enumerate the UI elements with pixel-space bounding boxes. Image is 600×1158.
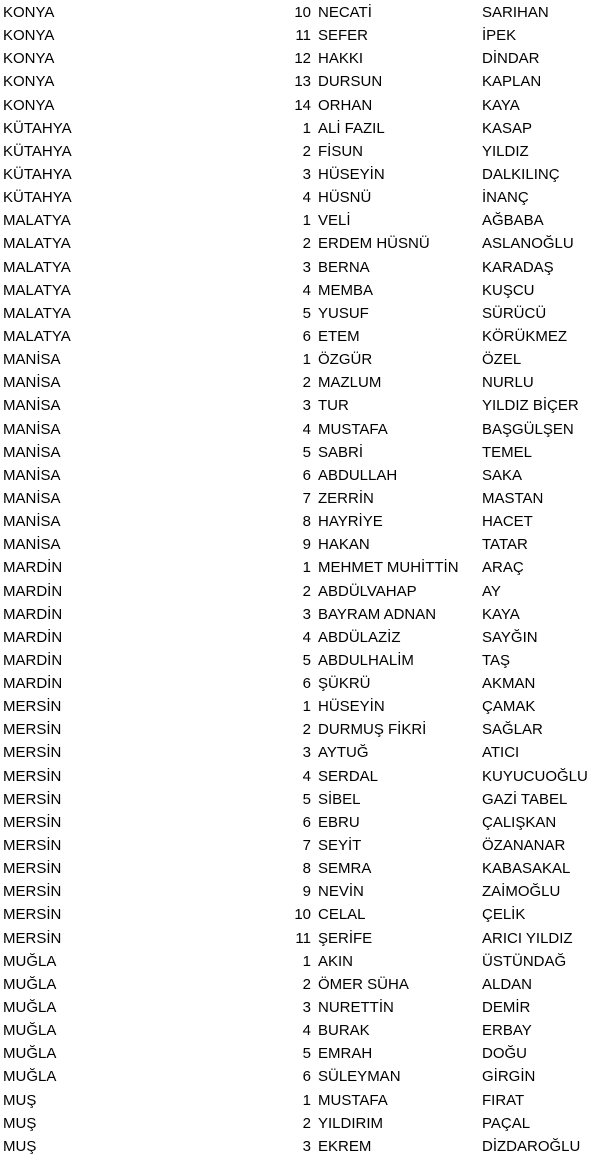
surname-cell: DEMİR	[482, 999, 531, 1017]
number-cell: 2	[302, 582, 311, 600]
number-cell: 1	[302, 952, 311, 970]
city-cell: KONYA	[3, 50, 55, 68]
table-row	[0, 927, 600, 950]
number-cell: 14	[294, 96, 311, 114]
number-cell: 1	[302, 698, 311, 716]
first-name-cell: FİSUN	[318, 142, 363, 160]
first-name-cell: ALİ FAZIL	[318, 119, 385, 137]
city-cell: MERSİN	[3, 767, 62, 785]
number-cell: 11	[295, 929, 311, 947]
table-row	[0, 441, 600, 464]
number-cell: 7	[302, 837, 311, 855]
surname-cell: YILDIZ	[482, 142, 529, 160]
city-cell: KÜTAHYA	[3, 189, 72, 207]
first-name-cell: SERDAL	[318, 767, 379, 785]
city-cell: MERSİN	[3, 837, 62, 855]
surname-cell: ÖZANANAR	[482, 837, 566, 855]
first-name-cell: ETEM	[318, 327, 360, 345]
table-row	[0, 70, 600, 93]
table-row	[0, 973, 600, 996]
city-cell: MERSİN	[3, 813, 62, 831]
city-cell: MERSİN	[3, 698, 62, 716]
first-name-cell: HÜSEYİN	[318, 698, 385, 716]
first-name-cell: NEVİN	[318, 883, 364, 901]
surname-cell: ÖZEL	[482, 351, 522, 369]
table-row	[0, 580, 600, 603]
surname-cell: ZAİMOĞLU	[482, 883, 561, 901]
first-name-cell: SEYİT	[318, 837, 362, 855]
surname-cell: GİRGİN	[482, 1068, 536, 1086]
surname-cell: KAPLAN	[482, 73, 542, 91]
first-name-cell: ORHAN	[318, 96, 373, 114]
table-row	[0, 348, 600, 371]
table-row	[0, 950, 600, 973]
table-row	[0, 24, 600, 47]
city-cell: MUŞ	[3, 1091, 37, 1109]
city-cell: MANİSA	[3, 513, 61, 531]
surname-cell: ÇELİK	[482, 906, 526, 924]
city-cell: MUĞLA	[3, 999, 57, 1017]
table-row	[0, 533, 600, 556]
city-cell: MANİSA	[3, 536, 61, 554]
number-cell: 3	[302, 258, 311, 276]
number-cell: 5	[302, 304, 311, 322]
table-row	[0, 47, 600, 70]
table-row	[0, 996, 600, 1019]
number-cell: 2	[302, 1114, 311, 1132]
surname-cell: KÖRÜKMEZ	[482, 327, 568, 345]
table-row	[0, 209, 600, 232]
city-cell: MARDİN	[3, 559, 63, 577]
city-cell: MALATYA	[3, 258, 71, 276]
city-cell: MARDİN	[3, 582, 63, 600]
first-name-cell: ERDEM HÜSNÜ	[318, 235, 430, 253]
table-row	[0, 626, 600, 649]
surname-cell: AKMAN	[482, 675, 536, 693]
number-cell: 5	[302, 1045, 311, 1063]
city-cell: MERSİN	[3, 790, 62, 808]
city-cell: MERSİN	[3, 744, 62, 762]
first-name-cell: HAKAN	[318, 536, 370, 554]
table-row	[0, 371, 600, 394]
first-name-cell: ÖMER SÜHA	[318, 975, 409, 993]
surname-cell: ÇALIŞKAN	[482, 813, 557, 831]
city-cell: MARDİN	[3, 651, 63, 669]
surname-cell: NURLU	[482, 374, 534, 392]
table-row	[0, 117, 600, 140]
first-name-cell: MEMBA	[318, 281, 374, 299]
surname-cell: AY	[482, 582, 501, 600]
table-row	[0, 903, 600, 926]
table-row	[0, 487, 600, 510]
surname-cell: KAYA	[482, 605, 520, 623]
first-name-cell: NECATİ	[318, 4, 372, 21]
number-cell: 4	[302, 767, 311, 785]
city-cell: KÜTAHYA	[3, 142, 72, 160]
table-row	[0, 1042, 600, 1065]
table-row	[0, 1089, 600, 1112]
city-cell: MANİSA	[3, 489, 61, 507]
first-name-cell: ABDÜLVAHAP	[318, 582, 417, 600]
surname-cell: SAĞLAR	[482, 721, 543, 739]
number-cell: 1	[302, 119, 311, 137]
city-cell: MUĞLA	[3, 1022, 57, 1040]
table-row	[0, 857, 600, 880]
first-name-cell: VELİ	[318, 212, 351, 230]
first-name-cell: HAKKI	[318, 50, 364, 68]
table-row	[0, 510, 600, 533]
surname-cell: KASAP	[482, 119, 533, 137]
number-cell: 1	[302, 1091, 311, 1109]
city-cell: MUĞLA	[3, 952, 57, 970]
city-cell: MANİSA	[3, 420, 61, 438]
first-name-cell: BAYRAM ADNAN	[318, 605, 437, 623]
surname-cell: ERBAY	[482, 1022, 532, 1040]
surname-cell: SARIHAN	[482, 4, 549, 21]
table-row	[0, 556, 600, 579]
first-name-cell: ŞÜKRÜ	[318, 675, 371, 693]
number-cell: 2	[302, 721, 311, 739]
table-row	[0, 741, 600, 764]
first-name-cell: DURSUN	[318, 73, 383, 91]
city-cell: MALATYA	[3, 281, 71, 299]
first-name-cell: AKIN	[318, 952, 354, 970]
table-row	[0, 811, 600, 834]
table-row	[0, 880, 600, 903]
number-cell: 6	[302, 675, 311, 693]
table-row	[0, 163, 600, 186]
first-name-cell: ZERRİN	[318, 489, 374, 507]
number-cell: 6	[302, 466, 311, 484]
table-row	[0, 834, 600, 857]
surname-cell: ASLANOĞLU	[482, 235, 574, 253]
number-cell: 1	[302, 559, 311, 577]
number-cell: 5	[302, 443, 311, 461]
number-cell: 2	[302, 975, 311, 993]
number-cell: 2	[302, 142, 311, 160]
city-cell: MALATYA	[3, 327, 71, 345]
surname-cell: FIRAT	[482, 1091, 525, 1109]
table-row	[0, 672, 600, 695]
table-row	[0, 186, 600, 209]
number-cell: 13	[294, 73, 311, 91]
table-row	[0, 718, 600, 741]
number-cell: 2	[302, 374, 311, 392]
first-name-cell: TUR	[318, 397, 349, 415]
first-name-cell: MEHMET MUHİTTİN	[318, 559, 459, 577]
first-name-cell: ABDULHALİM	[318, 651, 414, 669]
first-name-cell: SEFER	[318, 27, 369, 45]
city-cell: KONYA	[3, 96, 55, 114]
table-row	[0, 649, 600, 672]
city-cell: MALATYA	[3, 304, 71, 322]
first-name-cell: HÜSNÜ	[318, 189, 372, 207]
table-row	[0, 1, 600, 24]
city-cell: MANİSA	[3, 466, 61, 484]
first-name-cell: EMRAH	[318, 1045, 373, 1063]
number-cell: 1	[302, 351, 311, 369]
first-name-cell: HÜSEYİN	[318, 165, 385, 183]
number-cell: 9	[302, 883, 311, 901]
surname-cell: PAÇAL	[482, 1114, 531, 1132]
city-cell: KONYA	[3, 73, 55, 91]
number-cell: 1	[302, 212, 311, 230]
surname-cell: TAŞ	[482, 651, 511, 669]
first-name-cell: SABRİ	[318, 443, 364, 461]
number-cell: 3	[302, 999, 311, 1017]
number-cell: 3	[302, 1137, 311, 1155]
first-name-cell: ŞERİFE	[318, 929, 373, 947]
number-cell: 2	[302, 235, 311, 253]
first-name-cell: MAZLUM	[318, 374, 382, 392]
first-name-cell: SİBEL	[318, 790, 361, 808]
surname-cell: YILDIZ BİÇER	[482, 397, 579, 415]
first-name-cell: YILDIRIM	[318, 1114, 384, 1132]
number-cell: 6	[302, 813, 311, 831]
surname-cell: TATAR	[482, 536, 528, 554]
surname-cell: KUYUCUOĞLU	[482, 767, 588, 785]
number-cell: 4	[302, 281, 311, 299]
surname-cell: KUŞCU	[482, 281, 535, 299]
first-name-cell: EKREM	[318, 1137, 372, 1155]
number-cell: 3	[302, 397, 311, 415]
first-name-cell: NURETTİN	[318, 999, 394, 1017]
city-cell: MANİSA	[3, 397, 61, 415]
surname-cell: DİNDAR	[482, 50, 540, 68]
first-name-cell: ABDÜLAZİZ	[318, 628, 401, 646]
number-cell: 8	[302, 513, 311, 531]
table-row	[0, 94, 600, 117]
number-cell: 6	[302, 327, 311, 345]
table-row	[0, 603, 600, 626]
surname-cell: KARADAŞ	[482, 258, 554, 276]
first-name-cell: MUSTAFA	[318, 1091, 388, 1109]
surname-cell: İNANÇ	[482, 189, 529, 207]
surname-cell: SÜRÜCÜ	[482, 304, 547, 322]
first-name-cell: EBRU	[318, 813, 360, 831]
table-row	[0, 1019, 600, 1042]
number-cell: 10	[294, 906, 311, 924]
surname-cell: MASTAN	[482, 489, 544, 507]
number-cell: 6	[302, 1068, 311, 1086]
city-cell: MANİSA	[3, 351, 61, 369]
first-name-cell: HAYRİYE	[318, 513, 383, 531]
first-name-cell: MUSTAFA	[318, 420, 388, 438]
surname-cell: TEMEL	[482, 443, 533, 461]
surname-cell: AĞBABA	[482, 212, 544, 230]
number-cell: 3	[302, 165, 311, 183]
table-row	[0, 765, 600, 788]
first-name-cell: SÜLEYMAN	[318, 1068, 401, 1086]
city-cell: MERSİN	[3, 860, 62, 878]
table-row	[0, 1112, 600, 1135]
table-row	[0, 788, 600, 811]
first-name-cell: YUSUF	[318, 304, 369, 322]
surname-cell: DALKILINÇ	[482, 165, 560, 183]
surname-cell: ARICI YILDIZ	[482, 929, 573, 947]
first-name-cell: BERNA	[318, 258, 370, 276]
city-cell: MUĞLA	[3, 1045, 57, 1063]
first-name-cell: CELAL	[318, 906, 366, 924]
city-cell: MUŞ	[3, 1114, 37, 1132]
city-cell: KÜTAHYA	[3, 119, 72, 137]
city-cell: MARDİN	[3, 675, 63, 693]
number-cell: 4	[302, 420, 311, 438]
city-cell: MARDİN	[3, 628, 63, 646]
surname-cell: ÇAMAK	[482, 698, 536, 716]
number-cell: 8	[302, 860, 311, 878]
surname-cell: ARAÇ	[482, 559, 524, 577]
first-name-cell: AYTUĞ	[318, 744, 369, 762]
first-name-cell: SEMRA	[318, 860, 372, 878]
table-row	[0, 232, 600, 255]
table-row	[0, 695, 600, 718]
number-cell: 10	[294, 4, 311, 21]
city-cell: MERSİN	[3, 906, 62, 924]
first-name-cell: ÖZGÜR	[318, 351, 373, 369]
city-cell: MUĞLA	[3, 975, 57, 993]
number-cell: 7	[302, 489, 311, 507]
first-name-cell: ABDULLAH	[318, 466, 398, 484]
table-row	[0, 325, 600, 348]
surname-cell: SAKA	[482, 466, 523, 484]
number-cell: 4	[302, 1022, 311, 1040]
table-row	[0, 302, 600, 325]
number-cell: 4	[302, 189, 311, 207]
surname-cell: İPEK	[482, 27, 517, 45]
table-row	[0, 1065, 600, 1088]
number-cell: 9	[302, 536, 311, 554]
city-cell: MANİSA	[3, 374, 61, 392]
surname-cell: BAŞGÜLŞEN	[482, 420, 574, 438]
surname-cell: KAYA	[482, 96, 520, 114]
table-row	[0, 418, 600, 441]
table-row	[0, 256, 600, 279]
city-cell: MARDİN	[3, 605, 63, 623]
surname-cell: SAYĞIN	[482, 628, 538, 646]
city-cell: KONYA	[3, 4, 55, 21]
surname-cell: HACET	[482, 513, 533, 531]
city-cell: MERSİN	[3, 721, 62, 739]
city-cell: MERSİN	[3, 929, 62, 947]
table-row	[0, 1135, 600, 1158]
table-row	[0, 279, 600, 302]
city-cell: MERSİN	[3, 883, 62, 901]
surname-cell: ATICI	[482, 744, 520, 762]
city-cell: MUĞLA	[3, 1068, 57, 1086]
surname-cell: DİZDAROĞLU	[482, 1137, 581, 1155]
number-cell: 3	[302, 605, 311, 623]
surname-cell: KABASAKAL	[482, 860, 571, 878]
number-cell: 12	[294, 50, 311, 68]
city-cell: MANİSA	[3, 443, 61, 461]
first-name-cell: BURAK	[318, 1022, 370, 1040]
surname-cell: ALDAN	[482, 975, 533, 993]
table-row	[0, 140, 600, 163]
surname-cell: GAZİ TABEL	[482, 790, 568, 808]
number-cell: 4	[302, 628, 311, 646]
surname-cell: DOĞU	[482, 1045, 527, 1063]
number-cell: 3	[302, 744, 311, 762]
number-cell: 5	[302, 651, 311, 669]
city-cell: KÜTAHYA	[3, 165, 72, 183]
number-cell: 5	[302, 790, 311, 808]
table-row	[0, 394, 600, 417]
number-cell: 11	[295, 27, 311, 45]
city-cell: MUŞ	[3, 1137, 37, 1155]
surname-cell: ÜSTÜNDAĞ	[482, 952, 567, 970]
table-row	[0, 464, 600, 487]
city-cell: MALATYA	[3, 235, 71, 253]
city-cell: MALATYA	[3, 212, 71, 230]
first-name-cell: DURMUŞ FİKRİ	[318, 721, 427, 739]
city-cell: KONYA	[3, 27, 55, 45]
